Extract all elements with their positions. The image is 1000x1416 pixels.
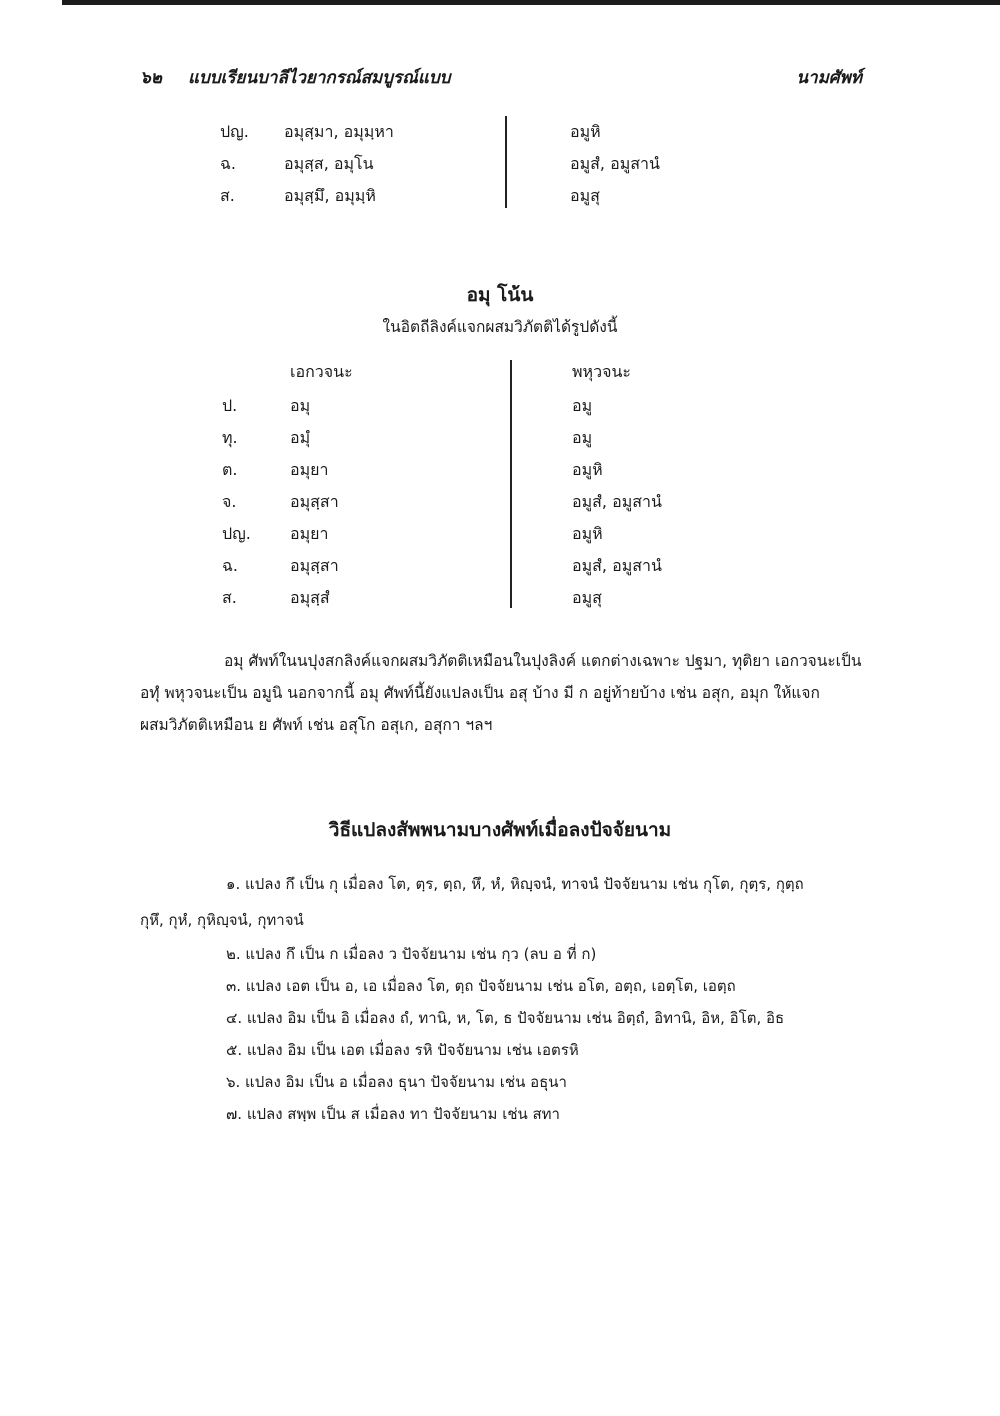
plural-form: อมูสํ, อมูสานํ (570, 154, 660, 173)
list-item: ๗. แปลง สพฺพ เป็น ส เมื่อลง ทา ปัจจัยนาม เช่น สทา (226, 1105, 560, 1123)
singular-form: อมุ (290, 396, 311, 415)
section-subtitle: ในอิตถีลิงค์แจกผสมวิภัตติได้รูปดังนี้ (382, 318, 618, 336)
plural-form: อมูหิ (570, 122, 601, 141)
case-label: ส. (222, 588, 237, 607)
plural-form: อมูหิ (572, 524, 603, 543)
declension-table-1 (220, 120, 740, 220)
plural-form: อมูสํ, อมูสานํ (572, 492, 662, 511)
case-label: ทุ. (222, 428, 238, 447)
plural-form: อมู (572, 396, 593, 415)
plural-form: อมูสุ (572, 588, 602, 607)
singular-form: อมุํ (290, 428, 311, 447)
case-label: ป. (222, 396, 238, 415)
case-label: ปญ. (220, 122, 249, 141)
case-label: ต. (222, 460, 238, 479)
page-number: ๖๒ (140, 68, 162, 88)
section-heading: วิธีแปลงสัพพนามบางศัพท์เมื่อลงปัจจัยนาม (328, 819, 672, 841)
plural-form: อมูหิ (572, 460, 603, 479)
declension-table-2 (222, 360, 742, 610)
plural-form: อมู (572, 428, 593, 447)
plural-header: พหุวจนะ (572, 362, 631, 381)
list-item: ๒. แปลง กึ เป็น ก เมื่อลง ว ปัจจัยนาม เช่น กฺว (ลบ อ ที่ ก) (226, 945, 597, 963)
singular-form: อมุสฺมา, อมุมฺหา (284, 122, 394, 141)
case-label: จ. (222, 492, 237, 511)
case-label: ฉ. (220, 154, 236, 173)
page-header (140, 64, 862, 94)
column-divider (505, 116, 507, 208)
list-item: ๑. แปลง กึ เป็น กุ เมื่อลง โต, ตฺร, ตฺถ, หึ, หํ, หิญฺจนํ, ทาจนํ ปัจจัยนาม เช่น กุโต, กุตฺร, กุตฺถ (226, 875, 804, 893)
list-item: ๕. แปลง อิม เป็น เอต เมื่อลง รหิ ปัจจัยนาม เช่น เอตรหิ (226, 1041, 579, 1059)
case-label: ฉ. (222, 556, 238, 575)
list-item: กุหึ, กุหํ, กุหิญฺจนํ, กุทาจนํ (140, 911, 304, 929)
paragraph-line: ผสมวิภัตติเหมือน ย ศัพท์ เช่น อสุโก อสุเก, อสุกา ฯลฯ (140, 716, 493, 734)
explanation-paragraph (140, 645, 870, 745)
case-label: ส. (220, 186, 235, 205)
top-border (62, 0, 1000, 5)
singular-form: อมุยา (290, 524, 329, 543)
case-label: ปญ. (222, 524, 251, 543)
column-divider (510, 360, 512, 608)
list-item: ๓. แปลง เอต เป็น อ, เอ เมื่อลง โต, ตฺถ ปัจจัยนาม เช่น อโต, อตฺถ, เอตฺโต, เอตฺถ (226, 977, 736, 995)
paragraph-line: อทุํ พหุวจนะเป็น อมูนิ นอกจากนี้ อมุ ศัพท์นี้ยังแปลงเป็น อสุ บ้าง มี ก อยู่ท้ายบ้าง เช่น อสุก, อมุก ให้แจก (140, 684, 820, 702)
book-title: แบบเรียนบาลีไวยากรณ์สมบูรณ์แบบ (188, 68, 451, 88)
paragraph-line: อมุ ศัพท์ในนปุงสกลิงค์แจกผสมวิภัตติเหมือนในปุงลิงค์ แตกต่างเฉพาะ ปฐมา, ทุติยา เอกวจนะเป็น (224, 652, 862, 670)
plural-form: อมูสํ, อมูสานํ (572, 556, 662, 575)
plural-form: อมูสุ (570, 186, 600, 205)
singular-form: อมุยา (290, 460, 329, 479)
singular-form: อมุสฺสํ (290, 588, 330, 607)
list-item: ๖. แปลง อิม เป็น อ เมื่อลง ธุนา ปัจจัยนาม เช่น อธุนา (226, 1073, 567, 1091)
singular-form: อมุสฺสา (290, 492, 339, 511)
singular-form: อมุสฺมึ, อมุมฺหิ (284, 186, 376, 205)
section-title: อมุ โน้น (466, 284, 534, 306)
singular-header: เอกวจนะ (290, 362, 353, 381)
singular-form: อมุสฺสา (290, 556, 339, 575)
singular-form: อมุสฺส, อมุโน (284, 154, 374, 173)
list-item: ๔. แปลง อิม เป็น อิ เมื่อลง ถํ, ทานิ, ห, โต, ธ ปัจจัยนาม เช่น อิตฺถํ, อิทานิ, อิห, อิโต, อิธ (226, 1009, 785, 1027)
chapter-title: นามศัพท์ (796, 68, 862, 88)
